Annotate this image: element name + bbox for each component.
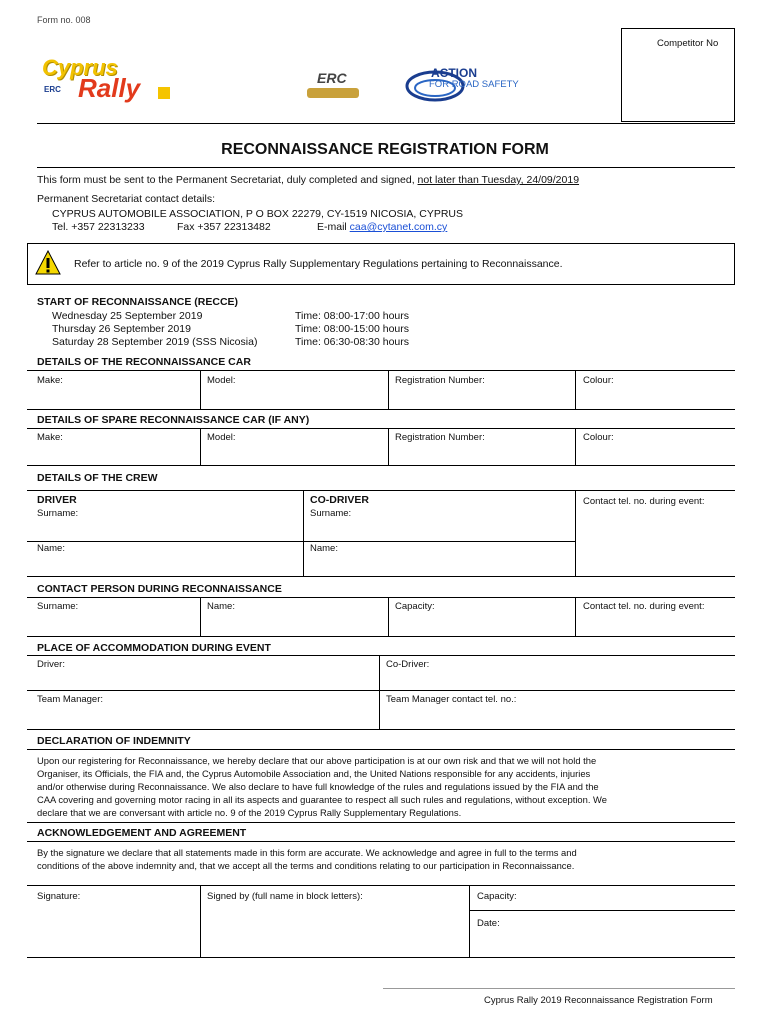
logo-action-text: ACTION <box>431 66 477 80</box>
logo-rally-text: Rally <box>78 73 141 103</box>
intro-deadline: not later than Tuesday, 24/09/2019 <box>417 174 580 186</box>
recce-day-3: Saturday 28 September 2019 (SSS Nicosia) <box>52 336 258 348</box>
rule <box>27 749 735 750</box>
indemnity-line: and/or otherwise during Reconnaissance. We also declare to have full knowledge of the rules and regulations issued by the FIA and the <box>37 781 599 792</box>
recce-time-2: Time: 08:00-15:00 hours <box>295 323 410 335</box>
recce-time-1: Time: 08:00-17:00 hours <box>295 310 410 322</box>
rule <box>469 885 470 957</box>
recce-car-heading: DETAILS OF THE RECONNAISSANCE CAR <box>37 356 251 368</box>
driver-name-field[interactable]: Name: <box>37 543 65 554</box>
erc-banner-icon <box>307 88 359 98</box>
driver-label: DRIVER <box>37 494 77 506</box>
rule <box>27 597 735 598</box>
notice-box <box>27 243 735 285</box>
indemnity-text <box>37 754 607 819</box>
rule <box>27 822 735 823</box>
logo-erc-text: ERC <box>317 70 347 86</box>
rule <box>200 428 201 465</box>
footer-title: Cyprus Rally 2019 Reconnaissance Registration Form <box>484 995 713 1006</box>
contact-surname-field[interactable]: Surname: <box>37 601 79 612</box>
rule <box>27 841 735 842</box>
crew-contact-field[interactable]: Contact tel. no. during event: <box>583 496 705 507</box>
logo-small-erc: ERC <box>44 85 61 94</box>
rule <box>27 465 735 466</box>
indemnity-heading: DECLARATION OF INDEMNITY <box>37 735 191 747</box>
email-label: E-mail <box>317 221 350 233</box>
rule <box>27 957 735 958</box>
rule <box>388 370 389 409</box>
rule <box>575 597 576 636</box>
accommodation-driver-field[interactable]: Driver: <box>37 659 65 670</box>
rule <box>379 655 380 729</box>
capacity-field[interactable]: Capacity: <box>477 891 517 902</box>
intro-line-2: Permanent Secretariat contact details: <box>37 193 216 205</box>
acknowledgement-text <box>37 846 577 872</box>
form-number: Form no. 008 <box>37 15 91 25</box>
spare-car-model-field[interactable]: Model: <box>207 432 236 443</box>
sponsor-mark-icon <box>158 87 170 99</box>
intro-prefix: This form must be sent to the Permanent Secretariat, duly completed and signed, <box>37 174 418 186</box>
accommodation-heading: PLACE OF ACCOMMODATION DURING EVENT <box>37 642 271 654</box>
accommodation-codriver-field[interactable]: Co-Driver: <box>386 659 430 670</box>
acknowledgement-heading: ACKNOWLEDGEMENT AND AGREEMENT <box>37 827 247 839</box>
recce-car-model-field[interactable]: Model: <box>207 375 236 386</box>
rule <box>303 490 304 576</box>
recce-car-colour-field[interactable]: Colour: <box>583 375 614 386</box>
rule <box>27 370 735 371</box>
rule <box>27 490 735 491</box>
team-manager-contact-field[interactable]: Team Manager contact tel. no.: <box>386 694 517 705</box>
rule <box>27 885 735 886</box>
rule <box>200 597 201 636</box>
warning-icon <box>35 250 61 276</box>
contact-capacity-field[interactable]: Capacity: <box>395 601 435 612</box>
address: CYPRUS AUTOMOBILE ASSOCIATION, P O BOX 22279, CY-1519 NICOSIA, CYPRUS <box>52 208 464 220</box>
recce-heading: START OF RECONNAISSANCE (RECCE) <box>37 296 239 308</box>
fax: Fax +357 22313482 <box>177 221 271 233</box>
rule <box>388 428 389 465</box>
rule <box>388 597 389 636</box>
rule <box>575 490 576 576</box>
spare-car-heading: DETAILS OF SPARE RECONNAISSANCE CAR (IF ANY) <box>37 414 310 426</box>
email-line <box>317 221 447 233</box>
spare-car-colour-field[interactable]: Colour: <box>583 432 614 443</box>
rule <box>383 988 735 989</box>
notice-text: Refer to article no. 9 of the 2019 Cyprus Rally Supplementary Regulations pertaining to Reconnaissance. <box>74 258 563 270</box>
title-top-rule <box>37 123 735 124</box>
rule <box>27 690 735 691</box>
codriver-surname-field[interactable]: Surname: <box>310 508 352 519</box>
recce-time-3: Time: 06:30-08:30 hours <box>295 336 410 348</box>
title-bottom-rule <box>37 167 735 168</box>
logo-cyprus-text: Cyprus <box>42 55 118 80</box>
rule <box>27 541 575 542</box>
contact-name-field[interactable]: Name: <box>207 601 235 612</box>
indemnity-line: Upon our registering for Reconnaissance, we hereby declare that our above participation is at our own risk and that we will not hold the <box>37 755 597 766</box>
rule <box>200 885 201 957</box>
codriver-label: CO-DRIVER <box>310 494 369 506</box>
crew-heading: DETAILS OF THE CREW <box>37 472 158 484</box>
competitor-no-label: Competitor No <box>657 38 719 49</box>
recce-day-2: Thursday 26 September 2019 <box>52 323 191 335</box>
email-link[interactable]: caa@cytanet.com.cy <box>349 221 448 233</box>
spare-car-reg-field[interactable]: Registration Number: <box>395 432 485 443</box>
telephone: Tel. +357 22313233 <box>52 221 145 233</box>
recce-day-1: Wednesday 25 September 2019 <box>52 310 203 322</box>
contact-person-heading: CONTACT PERSON DURING RECONNAISSANCE <box>37 583 282 595</box>
indemnity-line: CAA covering and governing motor racing in all its aspects and guarantee to respect all such rules and regulations, without exception. We <box>37 794 607 805</box>
action-road-safety-logo <box>405 62 525 104</box>
rule <box>27 409 735 410</box>
rule <box>27 729 735 730</box>
rule <box>575 428 576 465</box>
erc-logo <box>305 68 360 102</box>
acknowledgement-line: conditions of the above indemnity and, that we accept all the terms and conditions relating to our participation in Reconnaissance. <box>37 860 575 871</box>
team-manager-field[interactable]: Team Manager: <box>37 694 104 705</box>
spare-car-make-field[interactable]: Make: <box>37 432 63 443</box>
indemnity-line: declare that we are conversant with article no. 9 of the 2019 Cyprus Rally Supplementary Regulations. <box>37 807 462 818</box>
driver-surname-field[interactable]: Surname: <box>37 508 79 519</box>
recce-car-make-field[interactable]: Make: <box>37 375 63 386</box>
date-field[interactable]: Date: <box>477 918 500 929</box>
page-title: RECONNAISSANCE REGISTRATION FORM <box>221 141 549 158</box>
acknowledgement-line: By the signature we declare that all statements made in this form are accurate. We acknowledge and agree in full to the terms and <box>37 847 577 858</box>
intro-line-1 <box>37 174 579 186</box>
rule <box>27 576 735 577</box>
rule <box>27 636 735 637</box>
contact-tel-field[interactable]: Contact tel. no. during event: <box>583 601 705 612</box>
cyprus-rally-logo <box>40 55 160 105</box>
rule <box>27 428 735 429</box>
rule <box>469 910 735 911</box>
recce-car-reg-field[interactable]: Registration Number: <box>395 375 485 386</box>
logo-road-safety-text: FOR ROAD SAFETY <box>429 79 519 90</box>
indemnity-line: Organiser, its Officials, the FIA and, the Cyprus Automobile Association and, the United Nations responsible for any accidents, injuries <box>37 768 591 779</box>
codriver-name-field[interactable]: Name: <box>310 543 338 554</box>
signed-by-field[interactable]: Signed by (full name in block letters): <box>207 891 363 902</box>
signature-field[interactable]: Signature: <box>37 891 81 902</box>
rule <box>200 370 201 409</box>
rule <box>575 370 576 409</box>
rule <box>27 655 735 656</box>
competitor-no-box[interactable] <box>621 28 735 122</box>
